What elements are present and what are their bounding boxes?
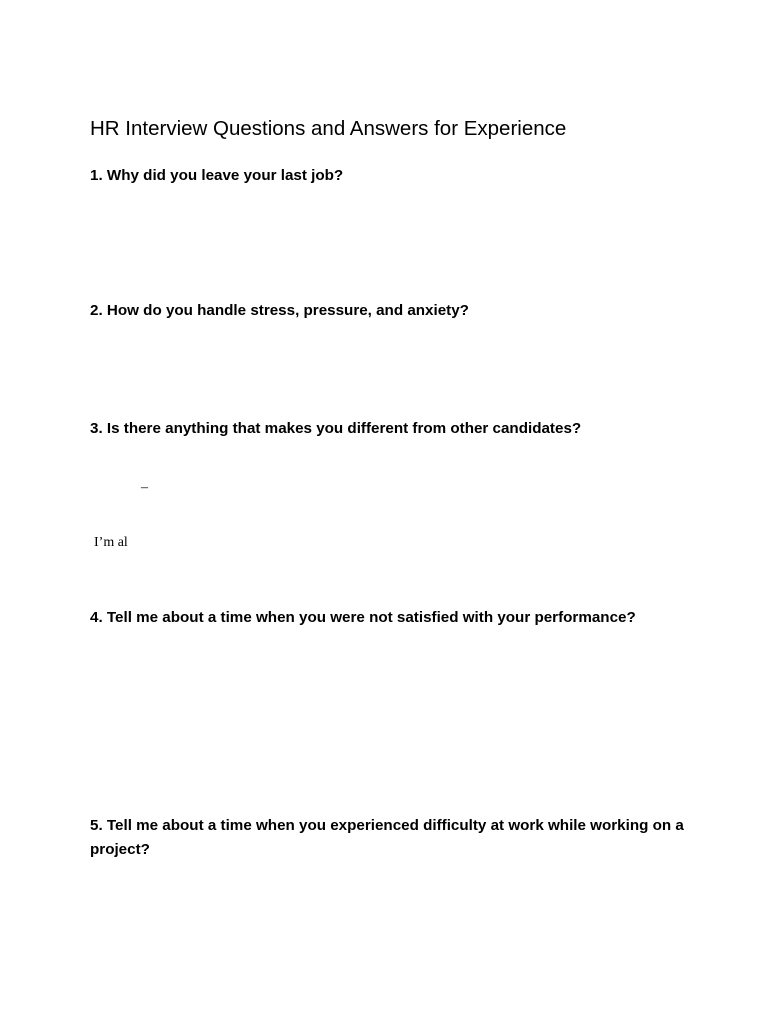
question-1: 1. Why did you leave your last job? <box>90 167 344 184</box>
answer-fragment-dash: – <box>141 480 148 495</box>
question-4: 4. Tell me about a time when you were not satisfied with your performance? <box>90 609 636 626</box>
question-3: 3. Is there anything that makes you different from other candidates? <box>90 420 582 437</box>
question-2: 2. How do you handle stress, pressure, and anxiety? <box>90 302 469 319</box>
document-title: HR Interview Questions and Answers for Experience <box>90 117 567 140</box>
question-5: 5. Tell me about a time when you experienced difficulty at work while working on a project? <box>90 817 684 858</box>
answer-fragment-partial: I’m al <box>94 535 128 550</box>
